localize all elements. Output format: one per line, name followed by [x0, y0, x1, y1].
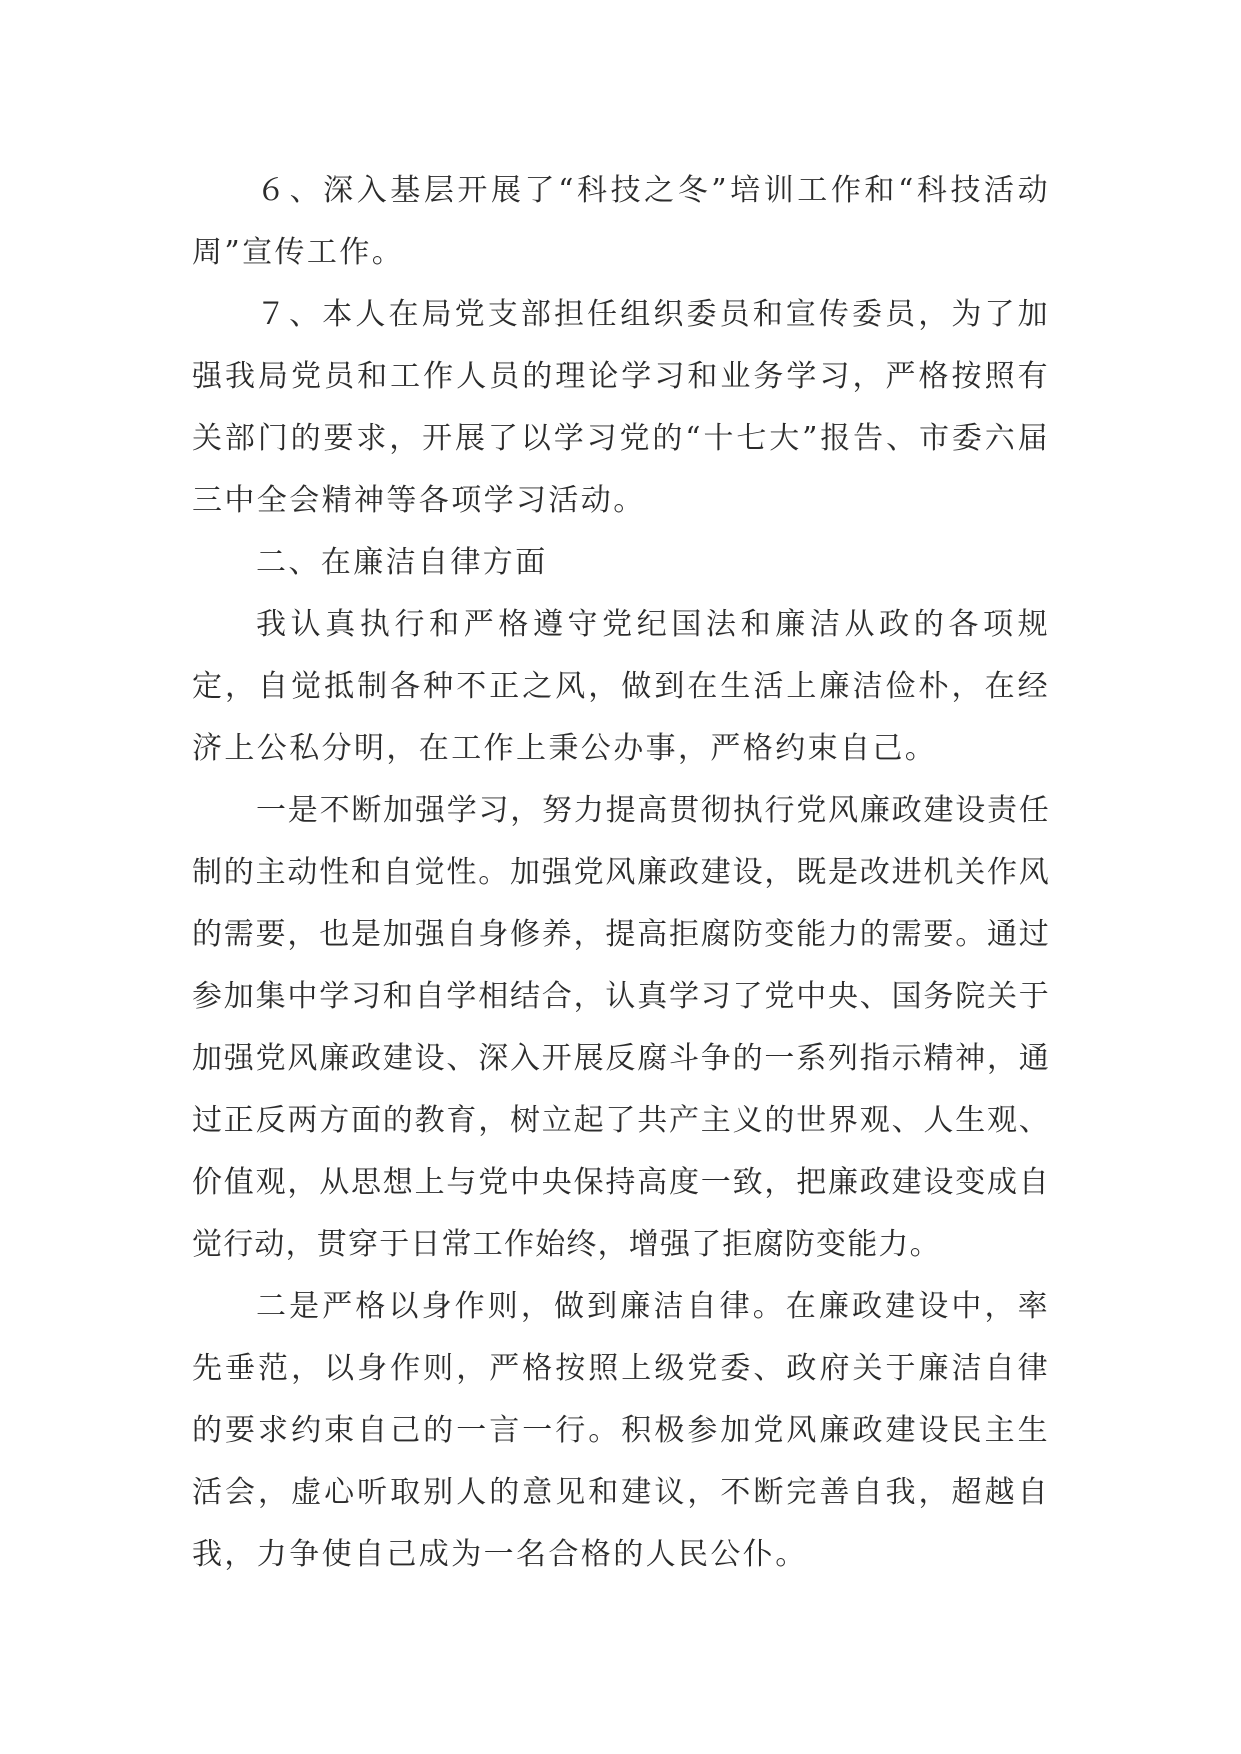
document-page: [192, 160, 1050, 1586]
paragraph-item-6: ６、深入基层开展了“科技之冬”培训工作和“科技活动周”宣传工作。: [192, 173, 1050, 270]
paragraph-item-7: ７、本人在局党支部担任组织委员和宣传委员，为了加强我局党员和工作人员的理论学习和业务学习，严格按照有关部门的要求，开展了以学习党的“十七大”报告、市委六届三中全会精神等各项学习活动。: [192, 297, 1050, 518]
paragraph-point-two: 二是严格以身作则，做到廉洁自律。在廉政建设中，率先垂范，以身作则，严格按照上级党委、政府关于廉洁自律的要求约束自己的一言一行。积极参加党风廉政建设民主生活会，虚心听取别人的意见和建议，不断完善自我，超越自我，力争使自己成为一名合格的人民公仆。: [192, 1289, 1050, 1572]
section-heading-integrity: 二、在廉洁自律方面: [256, 545, 548, 580]
paragraph-point-one: 一是不断加强学习，努力提高贯彻执行党风廉政建设责任制的主动性和自觉性。加强党风廉政建设，既是改进机关作风的需要，也是加强自身修养，提高拒腐防变能力的需要。通过参加集中学习和自学相结合，认真学习了党中央、国务院关于加强党风廉政建设、深入开展反腐斗争的一系列指示精神，通过正反两方面的教育，树立起了共产主义的世界观、人生观、价值观，从思想上与党中央保持高度一致，把廉政建设变成自觉行动，贯穿于日常工作始终，增强了拒腐防变能力。: [192, 793, 1050, 1262]
paragraph-integrity-intro: 我认真执行和严格遵守党纪国法和廉洁从政的各项规定，自觉抵制各种不正之风，做到在生活上廉洁俭朴，在经济上公私分明，在工作上秉公办事，严格约束自己。: [192, 607, 1050, 766]
